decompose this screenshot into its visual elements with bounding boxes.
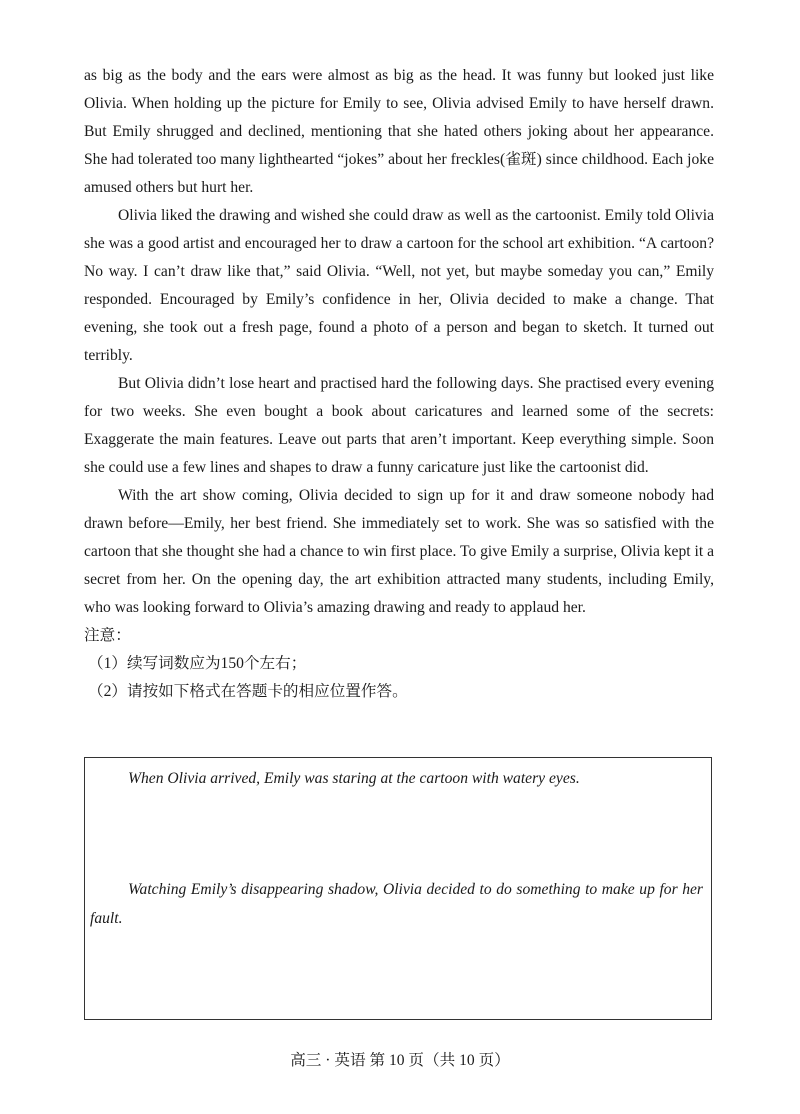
passage-paragraph-3: But Olivia didn’t lose heart and practised hard the following days. She practised every evening for two weeks. She even bought a book about caricatures and learned some of the secrets: Exaggerate the main features. Leave out parts that aren’t important. Keep everything simple. Soon she could use a few lines and shapes to draw a funny caricature just like the cartoonist did. bbox=[84, 375, 714, 476]
passage bbox=[84, 62, 714, 706]
notes-heading: 注意： bbox=[84, 627, 131, 644]
note-item-1: （1）续写词数应为150个左右； bbox=[88, 655, 307, 672]
passage-paragraph-4: With the art show coming, Olivia decided to sign up for it and draw someone nobody had drawn before—Emily, her best friend. She immediately set to work. She was so satisfied with the cartoon that she thought she had a chance to win first place. To give Emily a surprise, Olivia kept it a secret from her. On the opening day, the art exhibition attracted many students, including Emily, who was looking forward to Olivia’s amazing drawing and ready to applaud her. bbox=[84, 487, 714, 616]
answer-box bbox=[84, 757, 712, 1020]
passage-paragraph-1: as big as the body and the ears were almost as big as the head. It was funny but looked just like Olivia. When holding up the picture for Emily to see, Olivia advised Emily to have herself drawn. But Emily shrugged and declined, mentioning that she hated others joking about her appearance. She had tolerated too many lighthearted “jokes” about her freckles(雀斑) since childhood. Each joke amused others but hurt her. bbox=[84, 67, 714, 196]
answer-box-opening-sentence-2: Watching Emily’s disappearing shadow, Olivia decided to do something to make up for her fault. bbox=[90, 881, 703, 927]
passage-paragraph-2: Olivia liked the drawing and wished she could draw as well as the cartoonist. Emily told Olivia she was a good artist and encouraged her to draw a cartoon for the school art exhibition. “A cartoon? No way. I can’t draw like that,” said Olivia. “Well, not yet, but maybe someday you can,” Emily responded. Encouraged by Emily’s confidence in her, Olivia decided to make a change. That evening, she took out a fresh page, found a photo of a person and began to sketch. It turned out terribly. bbox=[84, 207, 714, 364]
page-footer: 高三 · 英语 第 10 页（共 10 页） bbox=[290, 1052, 510, 1069]
answer-box-opening-sentence-1: When Olivia arrived, Emily was staring at the cartoon with watery eyes. bbox=[128, 770, 580, 787]
note-item-2: （2）请按如下格式在答题卡的相应位置作答。 bbox=[88, 683, 408, 700]
